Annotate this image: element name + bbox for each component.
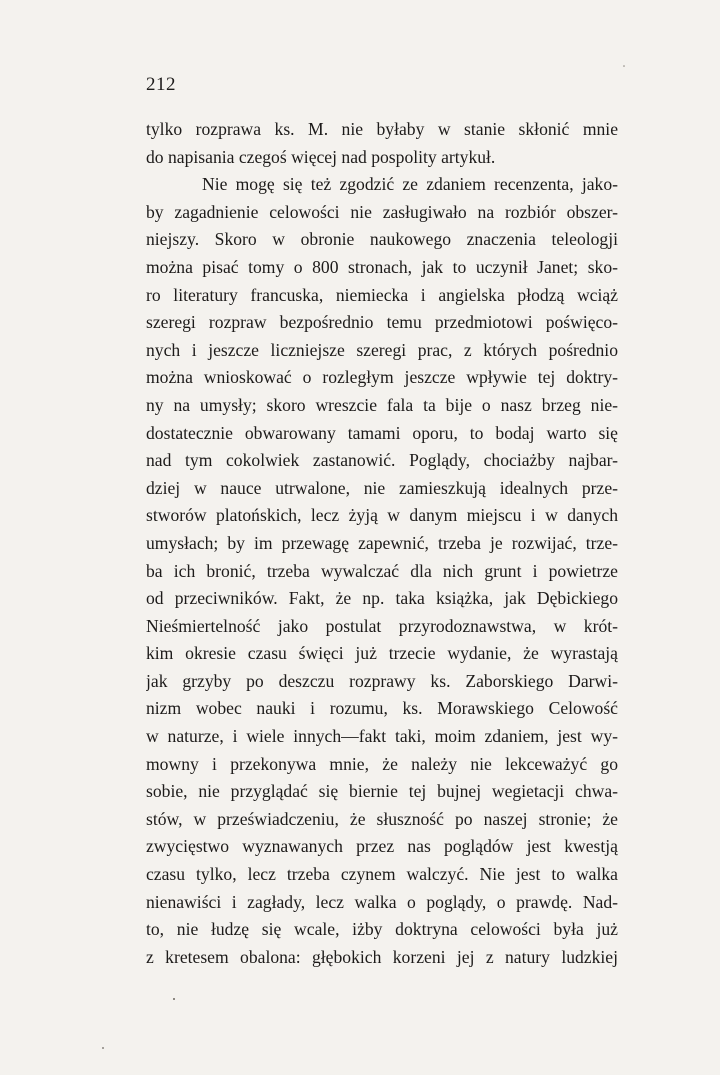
text-line: jak grzyby po deszczu rozprawy ks. Zaborskiego Darwi- xyxy=(146,670,618,691)
text-line: mowny i przekonywa mnie, że należy nie lekceważyć go xyxy=(146,753,618,774)
text-line: niejszy. Skoro w obronie naukowego znaczenia teleologji xyxy=(146,229,618,250)
body-text xyxy=(146,116,618,971)
text-line: w naturze, i wiele innych—fakt taki, moim zdaniem, jest wy- xyxy=(146,726,618,747)
text-line: nizm wobec nauki i rozumu, ks. Morawskiego Celowość xyxy=(146,698,618,719)
text-line: nad tym cokolwiek zastanowić. Poglądy, chociażby najbar- xyxy=(146,450,618,471)
text-line: do napisania czegoś więcej nad pospolity artykuł. xyxy=(146,146,496,167)
text-line: kim okresie czasu święci już trzecie wydanie, że wyrastają xyxy=(146,643,618,664)
text-line: umysłach; by im przewagę zapewnić, trzeba je rozwijać, trze- xyxy=(146,532,618,553)
text-line: można pisać tomy o 800 stronach, jak to uczynił Janet; sko- xyxy=(146,256,618,277)
text-line: ny na umysły; skoro wreszcie fala ta bije o nasz brzeg nie- xyxy=(146,394,618,415)
text-line: czasu tylko, lecz trzeba czynem walczyć. Nie jest to walka xyxy=(146,864,618,885)
text-line: ro literatury francuska, niemiecka i angielska płodzą wciąż xyxy=(146,284,618,305)
text-line: dziej w nauce utrwalone, nie zamieszkują idealnych prze- xyxy=(146,477,618,498)
text-line: od przeciwników. Fakt, że np. taka książka, jak Dębickiego xyxy=(146,588,618,609)
text-line: Nie mogę się też zgodzić ze zdaniem recenzenta, jako- xyxy=(202,174,618,195)
text-line: ba ich bronić, trzeba wywalczać dla nich grunt i powietrze xyxy=(146,560,618,581)
page-number: 212 xyxy=(146,74,176,95)
text-line: sobie, nie przyglądać się biernie tej bujnej wegietacji chwa- xyxy=(146,781,618,802)
text-line: dostatecznie obwarowany tamami oporu, to bodaj warto się xyxy=(146,422,618,443)
text-line: można wnioskować o rozległym jeszcze wpływie tej doktry- xyxy=(146,367,618,388)
text-line: stworów platońskich, lecz żyją w danym miejscu i w danych xyxy=(146,505,618,526)
text-line: nych i jeszcze liczniejsze szeregi prac, z których pośrednio xyxy=(146,339,618,360)
text-line: stów, w przeświadczeniu, że słuszność po naszej stronie; że xyxy=(146,808,618,829)
text-line: Nieśmiertelność jako postulat przyrodoznawstwa, w krót- xyxy=(146,615,618,636)
text-line: z kretesem obalona: głębokich korzeni jej z natury ludzkiej xyxy=(146,946,618,967)
text-line: tylko rozprawa ks. M. nie byłaby w stanie skłonić mnie xyxy=(146,119,618,139)
text-line: nienawiści i zagłady, lecz walka o poglądy, o prawdę. Nad- xyxy=(146,891,618,912)
text-line: zwycięstwo wyznawanych przez nas poglądów jest kwestją xyxy=(146,836,618,857)
text-line: by zagadnienie celowości nie zasługiwało na rozbiór obszer- xyxy=(146,201,618,222)
text-line: szeregi rozpraw bezpośrednio temu przedmiotowi poświęco- xyxy=(146,312,618,333)
text-line: to, nie łudzę się wcale, iżby doktryna celowości była już xyxy=(146,919,618,940)
